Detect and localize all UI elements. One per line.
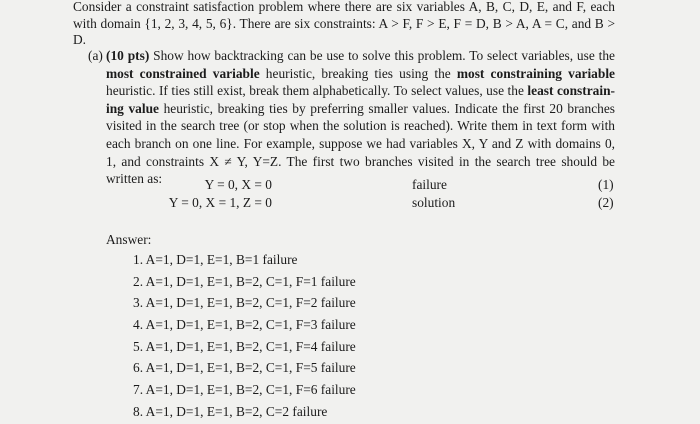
- answer-item: 4. A=1, D=1, E=1, B=2, C=1, F=3 failure: [133, 317, 356, 332]
- example-row: [0, 177, 700, 195]
- answer-item: 3. A=1, D=1, E=1, B=2, C=1, F=2 failure: [133, 295, 356, 310]
- example-expression: Y = 0, X = 1, Z = 0: [168, 195, 272, 210]
- emphasis: most constraining variable: [456, 65, 615, 81]
- answer-item: 1. A=1, D=1, E=1, B=1 failure: [133, 252, 298, 267]
- emphasis: least constrain-ing value: [106, 83, 615, 116]
- example-number: (1): [598, 177, 614, 192]
- example-result: failure: [412, 177, 447, 192]
- text: Show how backtracking can be use to solve this problem. To select variables, use the: [149, 48, 616, 63]
- answer-label: Answer:: [106, 232, 152, 247]
- answer-item: 6. A=1, D=1, E=1, B=2, C=1, F=5 failure: [133, 360, 356, 375]
- part-a-body: [88, 47, 615, 188]
- example-result: solution: [412, 195, 456, 210]
- example-expression: Y = 0, X = 0: [204, 177, 272, 192]
- example-row: [0, 195, 700, 213]
- problem-statement: Consider a constraint satisfaction problem where there are six variables A, B, C, D, E, and F, each with domain {1, 2, 3, 4, 5, 6}. There are six constraints: A > F, F > E, F = D, B > A, A = C, and B > D.: [73, 0, 615, 47]
- answer-item: 8. A=1, D=1, E=1, B=2, C=2 failure: [133, 404, 328, 419]
- text: heuristic, breaking ties by preferring smaller values. Indicate the first 20 branches visited in the search tree (or stop when the solution is reached). Write them in text form with each branch on one line. For example, suppose we had variables X, Y and Z with domains 0, 1, and constraints X ≠ Y, Y=Z. The first two branches visited in the search tree should be written as:: [106, 100, 615, 187]
- part-a-label: (a): [88, 48, 103, 63]
- example-number: (2): [598, 195, 614, 210]
- part-a-question: [88, 47, 615, 188]
- text: heuristic. If ties still exist, break them alphabetically. To select values, use the: [106, 83, 528, 99]
- text: heuristic, breaking ties using the: [259, 65, 457, 81]
- answer-item: 7. A=1, D=1, E=1, B=2, C=1, F=6 failure: [133, 382, 356, 397]
- answer-item: 5. A=1, D=1, E=1, B=2, C=1, F=4 failure: [133, 339, 356, 354]
- points: (10 pts): [106, 48, 150, 63]
- emphasis: most constrained variable: [106, 65, 260, 81]
- answer-item: 2. A=1, D=1, E=1, B=2, C=1, F=1 failure: [133, 274, 356, 289]
